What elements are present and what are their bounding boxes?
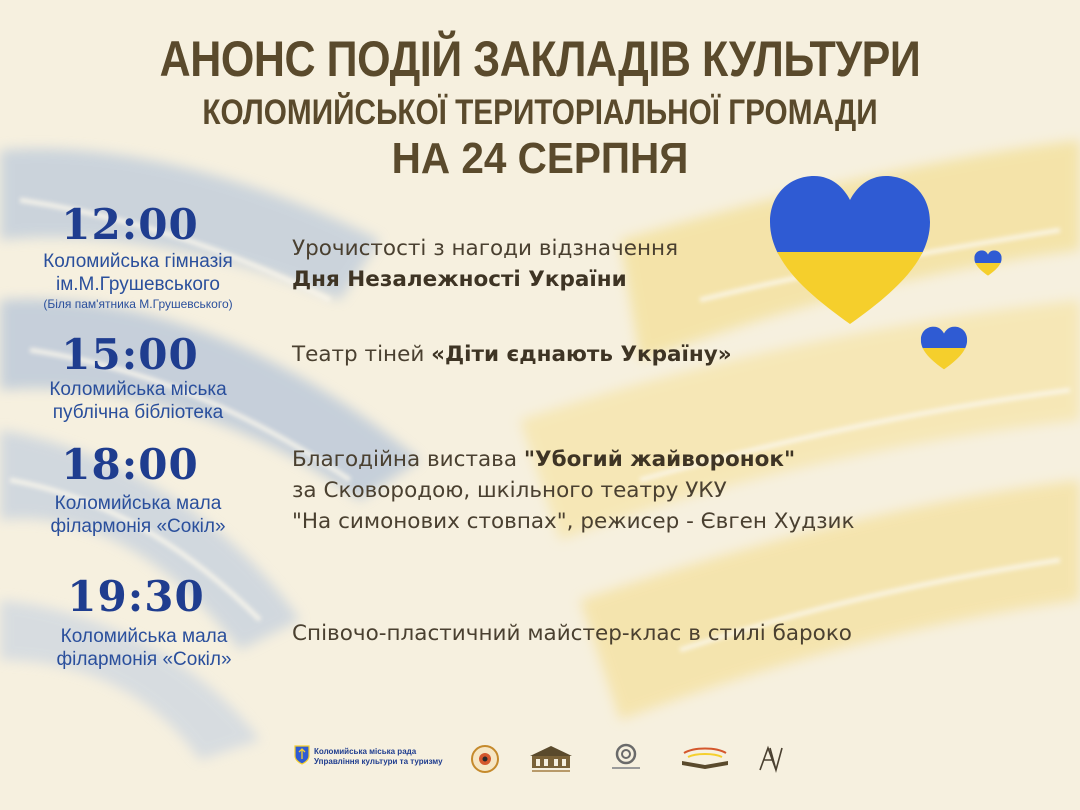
event-description <box>292 339 732 370</box>
organization-department: Управління культури та туризму <box>314 757 443 766</box>
description-line: Співочо-пластичний майстер-клас в стилі бароко <box>292 621 852 646</box>
venue-line: Коломийська гімназія <box>43 251 233 272</box>
venue-line: ім.М.Грушевського <box>55 274 220 295</box>
event-time: 12:00 <box>61 200 199 249</box>
event-time: 18:00 <box>61 440 199 489</box>
footer-organization <box>314 747 443 767</box>
event-description <box>292 444 854 537</box>
round-emblem-icon <box>470 744 500 774</box>
venue-line: філармонія «Сокіл» <box>50 516 226 537</box>
event-venue <box>0 250 288 312</box>
organization-name: Коломийська міська рада <box>314 747 417 756</box>
description-line: Урочистості з нагоди відзначення <box>292 236 679 261</box>
library-book-logo-icon <box>678 745 732 773</box>
event-description <box>292 618 852 649</box>
description-bold: "Убогий жайворонок" <box>523 447 796 472</box>
venue-note: (Біля пам'ятника М.Грушевського) <box>43 297 233 311</box>
venue-line: Коломийська мала <box>54 493 222 514</box>
title-line-2: КОЛОМИЙСЬКОЇ ТЕРИТОРІАЛЬНОЇ ГРОМАДИ <box>202 93 878 132</box>
description-bold: «Діти єднають Україну» <box>431 342 732 367</box>
title-line-1: АНОНС ПОДІЙ ЗАКЛАДІВ КУЛЬТУРИ <box>159 31 921 87</box>
big-heart-icon <box>768 174 932 326</box>
event-venue <box>0 625 294 671</box>
event-time: 15:00 <box>61 330 199 379</box>
description-line: за Сковородою, шкільного театру УКУ <box>292 478 727 503</box>
building-logo-icon <box>526 742 576 774</box>
venue-line: публічна бібліотека <box>52 402 224 423</box>
title-date: НА 24 СЕРПНЯ <box>391 134 689 183</box>
event-description <box>292 233 678 295</box>
description-text: Благодійна вистава <box>292 447 524 472</box>
medium-heart-icon <box>920 326 968 370</box>
venue-line: Коломийська міська <box>49 379 227 400</box>
event-venue <box>0 492 288 538</box>
event-venue <box>0 378 288 424</box>
venue-line: Коломийська мала <box>60 626 228 647</box>
coat-of-arms-icon <box>294 745 310 765</box>
spiral-logo-icon <box>608 742 644 774</box>
description-bold: Дня Незалежності України <box>292 267 627 292</box>
event-time: 19:30 <box>67 572 205 621</box>
venue-line: філармонія «Сокіл» <box>56 649 232 670</box>
description-line: "На симонових стовпах", режисер - Євген Худзик <box>292 509 855 534</box>
monogram-logo-icon <box>756 744 786 774</box>
small-heart-icon <box>974 250 1002 276</box>
description-text: Театр тіней <box>292 342 432 367</box>
